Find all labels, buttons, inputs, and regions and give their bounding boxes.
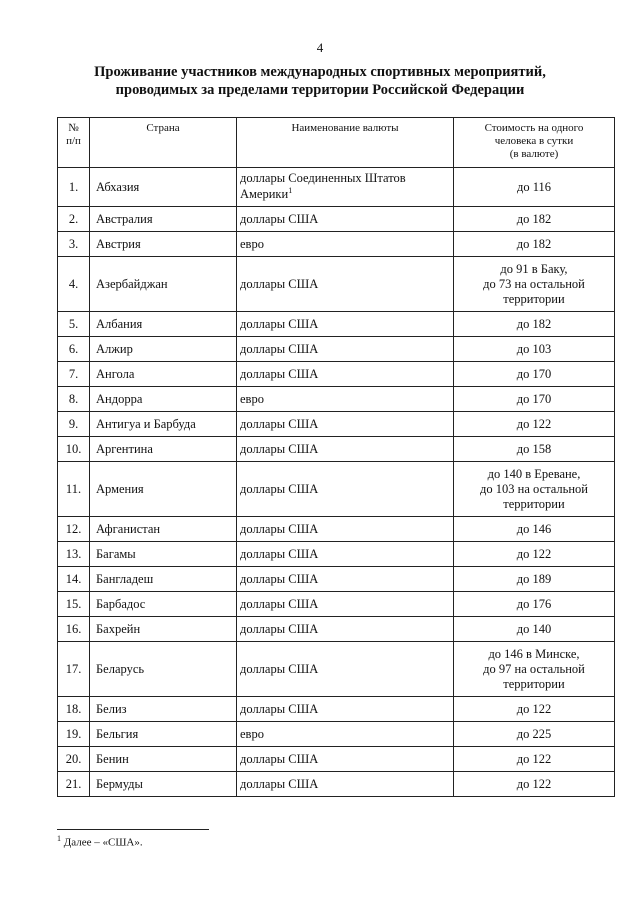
cost-line: до 103 (516, 341, 552, 356)
currency-cell (237, 462, 454, 517)
row-number: 1. (58, 168, 90, 207)
table-row (58, 207, 615, 232)
header-number: № п/п (58, 118, 90, 168)
currency-cell (237, 257, 454, 312)
row-number: 4. (58, 257, 90, 312)
currency-cell (237, 437, 454, 462)
cost-line: до 122 (516, 416, 552, 431)
table-header-row (58, 118, 615, 168)
row-number: 9. (58, 412, 90, 437)
cost-line: территории (503, 676, 565, 691)
cost-cell (454, 387, 615, 412)
currency-cell (237, 697, 454, 722)
currency-text: евро (240, 726, 264, 741)
cost-line: до 122 (516, 546, 552, 561)
currency-text: доллары США (240, 701, 319, 716)
country-cell: Багамы (90, 542, 237, 567)
row-number: 6. (58, 337, 90, 362)
table-row (58, 542, 615, 567)
currency-cell (237, 642, 454, 697)
country-cell: Андорра (90, 387, 237, 412)
currency-text: доллары США (240, 596, 319, 611)
cost-cell (454, 747, 615, 772)
currency-cell (237, 617, 454, 642)
footnote-separator (57, 829, 209, 830)
currency-text: доллары США (240, 276, 319, 291)
currency-cell (237, 592, 454, 617)
currency-text: доллары США (240, 571, 319, 586)
header-currency: Наименование валюты (237, 118, 454, 168)
cost-line: до 103 на остальной (480, 481, 588, 496)
currency-cell (237, 517, 454, 542)
table-row (58, 387, 615, 412)
cost-line: до 170 (516, 366, 552, 381)
currency-text: доллары США (240, 481, 319, 496)
cost-cell (454, 362, 615, 387)
table-row (58, 257, 615, 312)
cost-line: до 182 (516, 236, 552, 251)
table-row (58, 592, 615, 617)
country-cell: Абхазия (90, 168, 237, 207)
row-number: 12. (58, 517, 90, 542)
cost-line: до 146 в Минске, (488, 646, 580, 661)
table-row (58, 697, 615, 722)
country-cell: Бангладеш (90, 567, 237, 592)
table-row (58, 567, 615, 592)
table-row (58, 412, 615, 437)
document-title (0, 63, 640, 99)
row-number: 21. (58, 772, 90, 797)
table-row (58, 337, 615, 362)
currency-text: доллары США (240, 751, 319, 766)
cost-line: до 182 (516, 316, 552, 331)
cost-line: до 116 (516, 179, 552, 194)
country-cell: Алжир (90, 337, 237, 362)
currency-cell (237, 232, 454, 257)
country-cell: Армения (90, 462, 237, 517)
table-row (58, 617, 615, 642)
cost-line: территории (503, 496, 565, 511)
title-line-1: Проживание участников международных спортивных мероприятий, (94, 64, 546, 80)
country-cell: Афганистан (90, 517, 237, 542)
currency-cell (237, 312, 454, 337)
table-row (58, 362, 615, 387)
cost-cell (454, 337, 615, 362)
country-cell: Азербайджан (90, 257, 237, 312)
cost-line: до 73 на остальной (483, 276, 585, 291)
row-number: 13. (58, 542, 90, 567)
currency-text: евро (240, 391, 264, 406)
currency-text: доллары США (240, 546, 319, 561)
currency-text: доллары США (240, 211, 319, 226)
cost-cell (454, 437, 615, 462)
country-cell: Белиз (90, 697, 237, 722)
country-cell: Антигуа и Барбуда (90, 412, 237, 437)
cost-cell (454, 722, 615, 747)
cost-cell (454, 232, 615, 257)
country-cell: Ангола (90, 362, 237, 387)
title-line-2: проводимых за пределами территории Российской Федерации (115, 82, 525, 98)
cost-cell (454, 772, 615, 797)
currency-text: доллары США (240, 521, 319, 536)
currency-cell (237, 207, 454, 232)
currency-text: евро (240, 236, 264, 251)
row-number: 18. (58, 697, 90, 722)
row-number: 5. (58, 312, 90, 337)
currency-cell (237, 412, 454, 437)
footnote (57, 834, 143, 849)
header-cost: Стоимость на одного человека в сутки (в валюте) (454, 118, 615, 168)
table-row (58, 747, 615, 772)
cost-cell (454, 642, 615, 697)
currency-cell (237, 387, 454, 412)
row-number: 17. (58, 642, 90, 697)
currency-cell (237, 168, 454, 207)
row-number: 20. (58, 747, 90, 772)
cost-cell (454, 462, 615, 517)
cost-cell (454, 207, 615, 232)
country-cell: Албания (90, 312, 237, 337)
cost-line: до 170 (516, 391, 552, 406)
row-number: 8. (58, 387, 90, 412)
cost-cell (454, 257, 615, 312)
footnote-mark: 1 (57, 834, 61, 843)
cost-line: до 182 (516, 211, 552, 226)
cost-cell (454, 542, 615, 567)
cost-cell (454, 312, 615, 337)
cost-line: до 225 (516, 726, 552, 741)
cost-line: до 122 (516, 776, 552, 791)
currency-cell (237, 567, 454, 592)
table-body (58, 168, 615, 797)
table-row (58, 168, 615, 207)
cost-line: до 189 (516, 571, 552, 586)
cost-line: до 140 (516, 621, 552, 636)
currency-cell (237, 337, 454, 362)
currency-text: доллары США (240, 416, 319, 431)
cost-cell (454, 412, 615, 437)
cost-line: до 158 (516, 441, 552, 456)
currency-cell (237, 722, 454, 747)
page-number: 4 (316, 40, 324, 55)
cost-cell (454, 168, 615, 207)
country-cell: Австралия (90, 207, 237, 232)
cost-line: до 176 (516, 596, 552, 611)
cost-line: до 140 в Ереване, (487, 466, 581, 481)
row-number: 10. (58, 437, 90, 462)
currency-cell (237, 362, 454, 387)
row-number: 15. (58, 592, 90, 617)
table-row (58, 642, 615, 697)
row-number: 16. (58, 617, 90, 642)
footnote-reference: 1 (288, 186, 293, 196)
cost-cell (454, 617, 615, 642)
footnote-text: Далее – «США». (61, 836, 143, 849)
country-cell: Австрия (90, 232, 237, 257)
header-country: Страна (90, 118, 237, 168)
accommodation-table (57, 117, 615, 797)
row-number: 3. (58, 232, 90, 257)
cost-cell (454, 517, 615, 542)
country-cell: Бахрейн (90, 617, 237, 642)
currency-cell (237, 747, 454, 772)
cost-line: до 91 в Баку, (500, 261, 568, 276)
cost-line: территории (503, 291, 565, 306)
country-cell: Бенин (90, 747, 237, 772)
currency-text: доллары США (240, 441, 319, 456)
country-cell: Беларусь (90, 642, 237, 697)
table-row (58, 722, 615, 747)
row-number: 11. (58, 462, 90, 517)
row-number: 2. (58, 207, 90, 232)
currency-text: доллары Соединенных Штатов Америки (240, 171, 406, 202)
currency-text: доллары США (240, 366, 319, 381)
table-row (58, 312, 615, 337)
row-number: 19. (58, 722, 90, 747)
cost-cell (454, 697, 615, 722)
country-cell: Бермуды (90, 772, 237, 797)
country-cell: Аргентина (90, 437, 237, 462)
cost-line: до 146 (516, 521, 552, 536)
table-row (58, 517, 615, 542)
currency-cell (237, 542, 454, 567)
table-row (58, 437, 615, 462)
row-number: 7. (58, 362, 90, 387)
currency-text: доллары США (240, 341, 319, 356)
table-row (58, 772, 615, 797)
table-row (58, 232, 615, 257)
country-cell: Барбадос (90, 592, 237, 617)
currency-text: доллары США (240, 316, 319, 331)
table-row (58, 462, 615, 517)
currency-text: доллары США (240, 776, 319, 791)
currency-text: доллары США (240, 621, 319, 636)
country-cell: Бельгия (90, 722, 237, 747)
currency-cell (237, 772, 454, 797)
cost-line: до 122 (516, 751, 552, 766)
row-number: 14. (58, 567, 90, 592)
cost-line: до 97 на остальной (483, 661, 585, 676)
cost-cell (454, 592, 615, 617)
currency-text: доллары США (240, 661, 319, 676)
cost-line: до 122 (516, 701, 552, 716)
cost-cell (454, 567, 615, 592)
